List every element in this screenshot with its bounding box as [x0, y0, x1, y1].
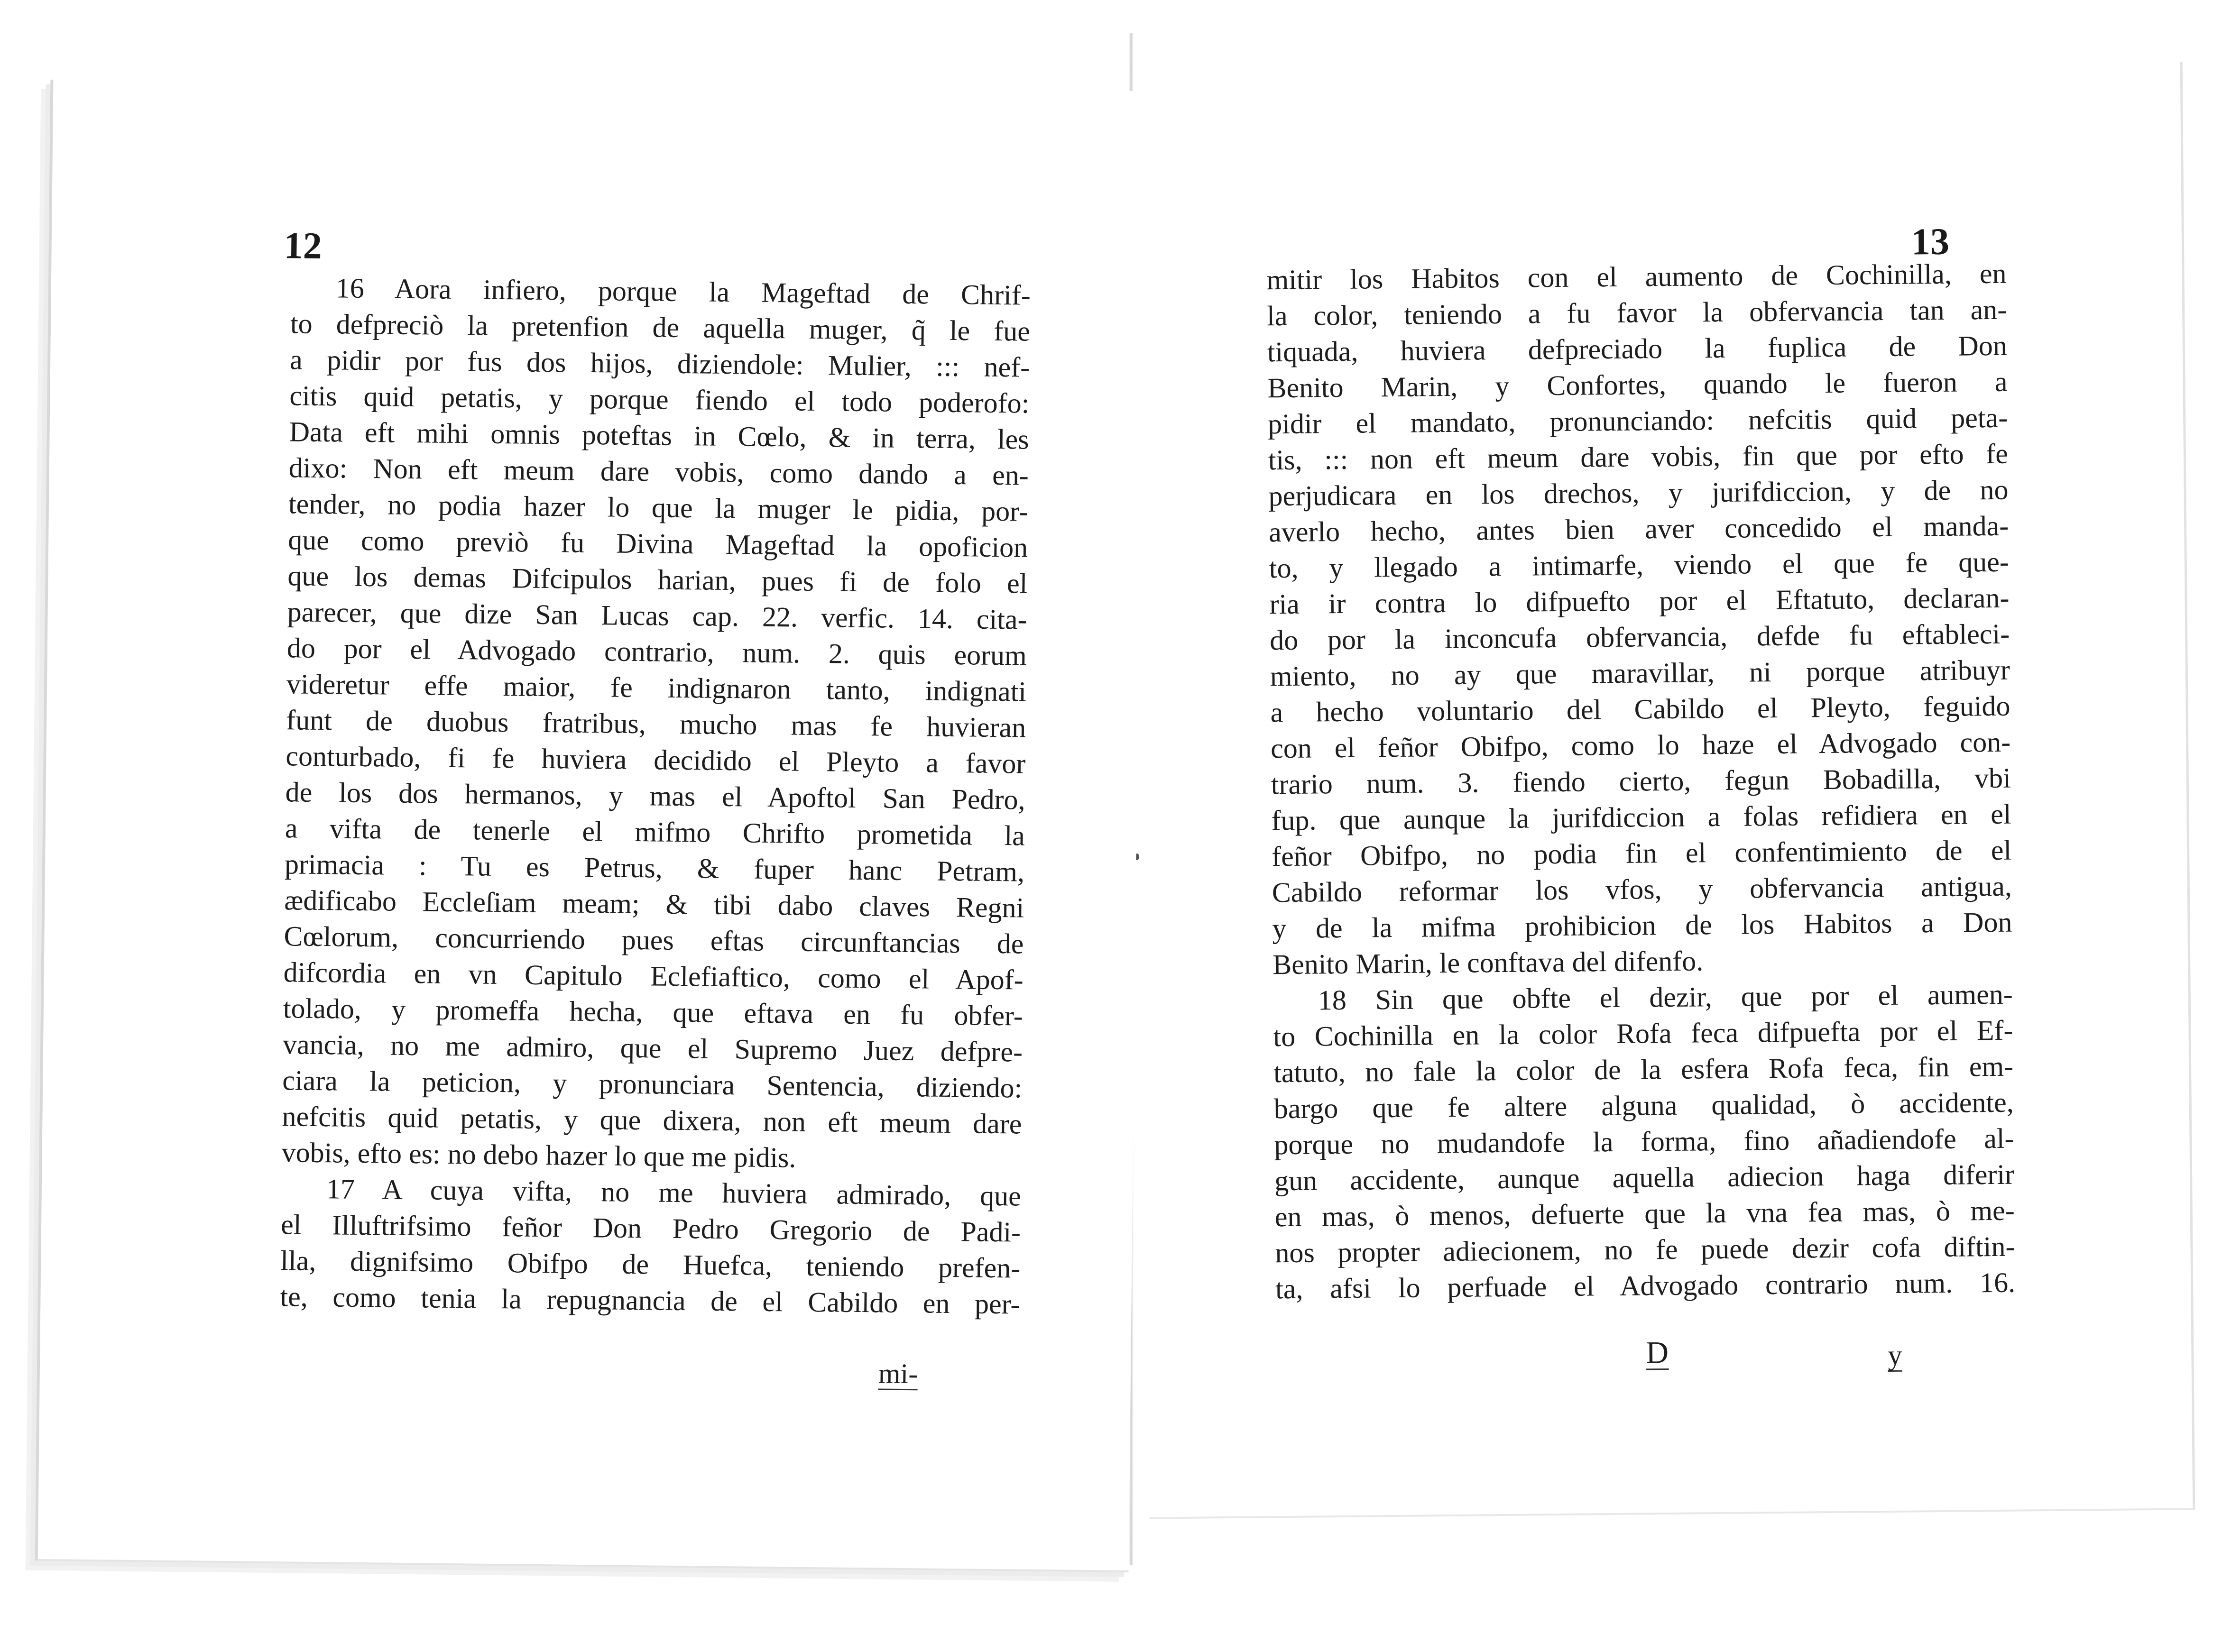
text-line: do por la inconcufa obfervancia, defde fu eftableci- — [1269, 618, 2010, 656]
text-line: perjudicara en los drechos, y jurifdiccion, y de no — [1268, 474, 2009, 512]
text-line: to Cochinilla en la color Rofa feca difpuefta por el Ef- — [1273, 1014, 2013, 1053]
text-line: gun accidente, aunque aquella adiecion haga diferir — [1274, 1158, 2015, 1197]
text-line: Benito Marin, le conftava del difenfo. — [1272, 945, 1704, 981]
page-number: 12 — [284, 225, 323, 267]
text-line: do por el Advogado contrario, num. 2. quis eorum — [286, 632, 1027, 671]
right-page — [1137, 62, 2195, 1519]
text-line: Cabildo reformar los vfos, y obfervancia antigua, — [1272, 870, 2012, 909]
signature-mark: D — [1646, 1335, 1669, 1370]
text-line: ædificabo Eccleſiam meam; & tibi dabo claves Regni — [284, 884, 1024, 924]
text-line: tatuto, no fale la color de la esfera Rofa feca, fin em- — [1273, 1050, 2014, 1089]
text-line: fup. que aunque la jurifdiccion a folas refidiera en el — [1271, 798, 2011, 836]
text-line: difcordia en vn Capitulo Eclefiaftico, como el Apof- — [283, 956, 1024, 996]
text-line: a vifta de tenerle el mifmo Chrifto prometida la — [285, 812, 1025, 852]
text-line: ciara la peticion, y pronunciara Sentencia, diziendo: — [282, 1065, 1023, 1104]
text-line: porque no mudandofe la forma, fino añadiendofe al- — [1274, 1122, 2014, 1161]
text-line: vobis, efto es: no debo hazer lo que me pidis. — [281, 1137, 796, 1174]
text-line: miento, no ay que maravillar, ni porque atribuyr — [1270, 654, 2010, 692]
text-line: 16 Aora infiero, porque la Mageftad de Chrif- — [335, 272, 1031, 311]
right-page-text — [1266, 256, 2015, 1307]
text-line: to defpreciò la pretenfion de aquella muger, q̃ le fue — [290, 308, 1031, 347]
text-line: primacia : Tu es Petrus, & fuper hanc Petram, — [284, 848, 1025, 888]
text-line: que como previò fu Divina Mageftad la opoficion — [287, 524, 1028, 563]
text-line: tender, no podia hazer lo que la muger le pidia, por- — [288, 488, 1029, 527]
text-line: averlo hecho, antes bien aver concedido el manda- — [1268, 510, 2009, 548]
text-line: en mas, ò menos, defuerte que la vna fea mas, ò me- — [1274, 1194, 2015, 1233]
left-page-text — [280, 269, 1031, 1322]
text-line: lla, dignifsimo Obifpo de Huefca, teniendo prefen- — [280, 1245, 1021, 1284]
catchword: y — [1888, 1339, 1902, 1371]
text-line: citis quid petatis, y porque fiendo el todo poderofo: — [289, 380, 1030, 419]
catchword: mi- — [878, 1358, 918, 1390]
text-line: funt de duobus fratribus, mucho mas fe huvieran — [286, 704, 1026, 743]
text-line: de los dos hermanos, y mas el Apoftol San Pedro, — [285, 776, 1025, 816]
text-line: a hecho voluntario del Cabildo el Pleyto, feguido — [1270, 690, 2010, 728]
text-line: la color, teniendo a fu favor la obfervancia tan an- — [1266, 294, 2007, 332]
text-line: 18 Sin que obfte el dezir, que por el aumen- — [1318, 978, 2013, 1016]
text-line: trario num. 3. fiendo cierto, fegun Bobadilla, vbi — [1271, 762, 2011, 800]
text-line: tiquada, huviera defpreciado la fuplica de Don — [1267, 330, 2008, 368]
text-line: Benito Marin, y Confortes, quando le fueron a — [1267, 366, 2008, 404]
text-line: ria ir contra lo difpuefto por el Eftatuto, declaran- — [1269, 582, 2010, 620]
text-line: mitir los Habitos con el aumento de Cochinilla, en — [1266, 257, 2007, 296]
text-line: el Illuftrifsimo feñor Don Pedro Gregorio de Padi- — [280, 1209, 1021, 1248]
text-line: bargo que fe altere alguna qualidad, ò accidente, — [1273, 1086, 2014, 1125]
text-line: pidir el mandato, pronunciando: nefcitis quid peta- — [1267, 402, 2008, 440]
text-line: nefcitis quid petatis, y que dixera, non eft meum dare — [282, 1101, 1022, 1140]
text-line: nos propter adiecionem, no fe puede dezir cofa diftin- — [1275, 1230, 2015, 1269]
text-line: te, como tenia la repugnancia de el Cabildo en per- — [280, 1281, 1020, 1320]
text-line: vancia, no me admiro, que el Supremo Juez defpre- — [282, 1028, 1023, 1068]
text-line: y de la mifma prohibicion de los Habitos a Don — [1272, 906, 2012, 945]
page-number: 13 — [1911, 220, 1950, 263]
text-line: que los demas Difcipulos harian, pues fi de folo el — [287, 560, 1028, 599]
text-line: tolado, y promeffa hecha, que eftava en fu obfer- — [283, 992, 1024, 1032]
text-line: tis, ::: non eft meum dare vobis, fin que por efto fe — [1268, 438, 2009, 476]
left-page — [35, 80, 1144, 1572]
text-line: videretur effe maior, fe indignaron tanto, indignati — [286, 668, 1027, 707]
text-line: feñor Obifpo, no podia fin el confentimiento de el — [1271, 834, 2012, 872]
text-line: dixo: Non eft meum dare vobis, como dando a en- — [288, 452, 1029, 491]
text-line: Data eft mihi omnis poteftas in Cœlo, & in terra, les — [289, 416, 1029, 455]
text-line: ta, afsi lo perfuade el Advogado contrario num. 16. — [1275, 1267, 2016, 1305]
text-line: Cœlorum, concurriendo pues eftas circunftancias de — [284, 920, 1024, 960]
text-line: a pidir por fus dos hijos, diziendole: Mulier, ::: nef- — [289, 344, 1030, 383]
text-line: conturbado, fi fe huviera decidido el Pleyto a favor — [286, 740, 1026, 780]
text-line: 17 A cuya vifta, no me huviera admirado, que — [326, 1173, 1022, 1212]
text-line: con el feñor Obifpo, como lo haze el Advogado con- — [1270, 726, 2011, 764]
text-line: to, y llegado a intimarfe, viendo el que fe que- — [1269, 546, 2010, 584]
text-line: parecer, que dize San Lucas cap. 22. verfic. 14. cita- — [287, 596, 1027, 635]
